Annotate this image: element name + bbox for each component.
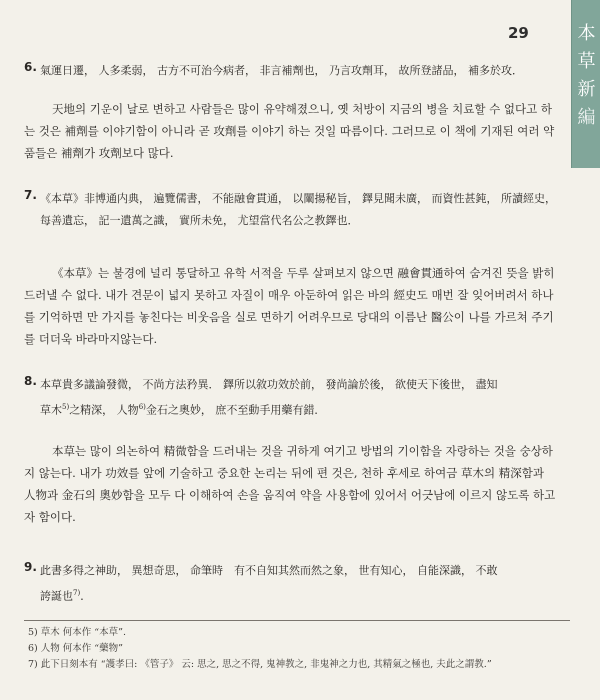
footnote: 7) 此下日刻本有 “護孝曰: 《管子》 云: 思之, 思之不得, 鬼神教之, 非鬼神之力也, 其精氣之極也, 夫此之謂教.” xyxy=(28,659,492,670)
section-7-translation: 《本草》는 불경에 널리 통달하고 유학 서적을 두루 살펴보지 않으면 融會貫通하여 숨겨진 뜻을 밝히 드러낼 수 없다. 내가 견문이 넓지 못하고 자질이 매우 아둔하여 읽은 바의 經史도 매번 잘 잊어버려서 하나를 기억하면 만 가지를 놓친다는 비웃음을 실로 면하기 어려우므로 당대의 이름난 醫公이 나를 가르쳐 주기를 더더욱 바라마지않는다. xyxy=(24,266,555,346)
section-6-translation: 天地의 기운이 날로 변하고 사람들은 많이 유약해졌으니, 옛 처방이 지금의 병을 치료할 수 없다고 하는 것은 補劑를 이야기함이 아니라 곧 攻劑를 이야기 하는 것일 따름이다. 그러므로 이 책에 기재된 여러 약품들은 補劑가 攻劑보다 많다. xyxy=(24,102,555,160)
side-tab-char: 編 xyxy=(577,107,596,128)
chapter-side-tab xyxy=(571,0,600,168)
classical-chinese-text xyxy=(40,374,564,422)
footnote-divider xyxy=(24,620,570,621)
chinese-text: 之精深， 人物 xyxy=(69,403,139,417)
section-8-translation: 本草는 많이 의논하여 精微함을 드러내는 것을 귀하게 여기고 방법의 기이함을 자랑하는 것을 숭상하지 않는다. 내가 功效를 앞에 기술하고 중요한 논리는 뒤에 편 것은, 천하 후세로 하여금 草木의 精深함과 人物과 金石의 奧妙함을 모두 다 이해하여 손을 움직여 약을 사용함에 있어서 어긋남에 이르지 않도록 하고자 함이다. xyxy=(24,444,556,524)
classical-chinese-text: 氣運日遷， 人多柔弱， 古方不可治今病者， 非言補劑也， 乃言攻劑耳， 故所登諸品， 補多於攻． xyxy=(40,64,523,77)
footnote-ref: 5) xyxy=(62,403,70,411)
chinese-line: 本草貴多議論發微， 不尚方法矜異． 鐸所以敘功效於前， 發尚論於後， 欲使天下後世， 盡知 xyxy=(40,378,498,391)
section-number: 8. xyxy=(24,374,37,388)
section-number: 7. xyxy=(24,188,37,202)
page-number: 29 xyxy=(508,24,529,42)
chinese-text: ． xyxy=(80,589,92,603)
chinese-text: 誇誕也 xyxy=(40,589,73,603)
footnote-ref: 6) xyxy=(138,403,146,411)
side-tab-char: 新 xyxy=(577,79,596,100)
classical-chinese-text: 《本草》非博通内典， 遍覽儒書， 不能融會貫通， 以闡揚秘旨， 鐸見聞未廣， 而資性甚鈍， 所讀經史， 每善遺忘， 記一遺萬之識， 實所未免， 尤望當代名公之教鐸也． xyxy=(40,192,556,227)
section-number: 9. xyxy=(24,560,37,574)
chinese-line: 此書多得之神助， 異想奇思， 命筆時 有不自知其然而然之象， 世有知心， 自能深識， 不敢 xyxy=(40,564,498,577)
classical-chinese-text xyxy=(40,560,564,608)
section-number: 6. xyxy=(24,60,37,74)
footnote-ref: 7) xyxy=(73,589,81,597)
footnote: 5) 草木 何本作 “本草”. xyxy=(28,627,127,638)
chinese-term: 草木 xyxy=(40,403,62,417)
side-tab-char: 本 xyxy=(577,23,596,44)
side-tab-char: 草 xyxy=(577,51,596,72)
chinese-text: 金石之奧妙， 庶不至動手用藥有錯． xyxy=(145,403,326,417)
footnote: 6) 人物 何本作 “藥物” xyxy=(28,643,124,654)
